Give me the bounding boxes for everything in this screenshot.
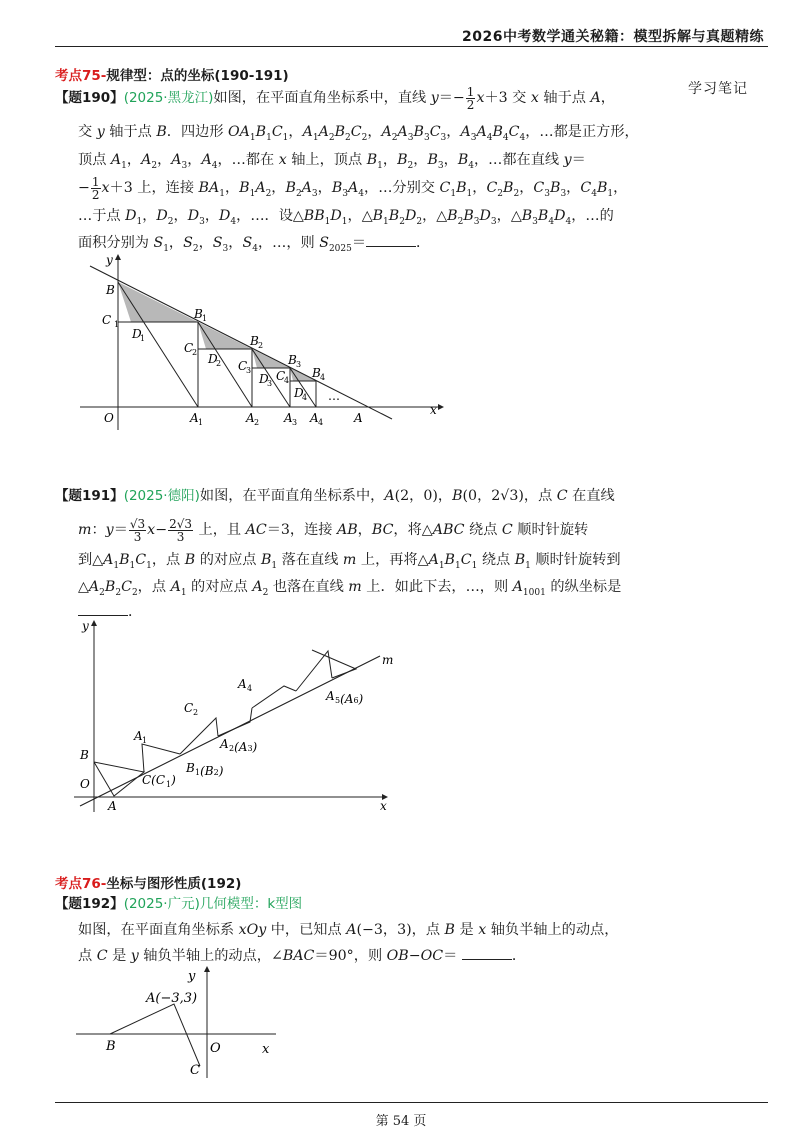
q190-label-C4: C (276, 369, 286, 383)
q190-label-D1: D (132, 327, 142, 341)
section-76-heading (55, 872, 241, 892)
q192-answer-blank (462, 945, 512, 960)
q192-label-C: C (190, 1063, 200, 1078)
footer-divider (55, 1102, 768, 1103)
svg-text:1): $_1$) (166, 773, 176, 789)
q190-label-dots: … (328, 389, 340, 403)
q191-label-x: x (380, 799, 387, 813)
q192-triangle (110, 1004, 200, 1066)
svg-text:3: 3 (292, 418, 298, 427)
q190-label-A4: A (310, 411, 319, 425)
q191-line-2: m：y＝ $\frac{√3}{3}$ x− $\frac{2√3}{3}$ 上，且 AC＝3，连接 AB，BC，将△ABC 绕点 C 顺时针旋转 (78, 516, 589, 544)
q190-line-6: 面积分别为 $S_1$，$S_2$，$S_3$，$S_4$，…，则 $S_{2025}=$ ． (78, 229, 430, 263)
svg-text:3: 3 (246, 366, 252, 375)
q190-label-C2: C (184, 341, 194, 355)
q191-label-y: y (82, 619, 89, 633)
q190-tag: 【题190】 (55, 90, 124, 106)
q192-label-B: B (106, 1039, 116, 1054)
q191-label-A2A3: A (220, 737, 229, 751)
q192-label-A: A(−3,3) (146, 991, 198, 1006)
q192-line-2: 如图，在平面直角坐标系 xOy 中，已知点 A(−3，3)，点 B 是 x 轴负半轴上的动点， (78, 922, 619, 938)
q190-line-1: 【题190】(2025·黑龙江)如图，在平面直角坐标系中，直线 y＝− $\frac{1}{2}$ x＋3 交 x 轴于点 A， (55, 84, 615, 112)
q190-label-D3: D (259, 372, 269, 386)
svg-text:1: 1 (202, 314, 208, 323)
section-75-title: 规律型：点的坐标(190-191) (106, 68, 289, 84)
svg-text:2: 2 (258, 341, 264, 350)
svg-text:4: 4 (247, 684, 253, 693)
q191-label-m: m (382, 653, 394, 667)
q190-label-C3: C (238, 359, 248, 373)
q192-label-O: O (210, 1041, 221, 1056)
q191-label-A4: A (238, 677, 247, 691)
q191-label-B1B2: B (186, 761, 195, 775)
q190-label-y: y (106, 253, 113, 267)
svg-text:2: 2 (193, 708, 199, 717)
q190-label-O: O (104, 411, 114, 425)
q190-label-B2: B (250, 334, 259, 348)
q191-label-C2: C (184, 701, 194, 715)
q192-tag: 【题192】 (55, 896, 124, 912)
svg-text:4: 4 (284, 376, 290, 385)
q192-source: (2025·广元)几何模型：k型图 (123, 896, 303, 912)
svg-text:5(A6): 5(A6) (335, 692, 364, 706)
q192-line-1 (55, 890, 302, 918)
study-notes-label: 学习笔记 (688, 81, 748, 97)
q190-source: (2025·黑龙江) (123, 90, 214, 106)
svg-text:1: 1 (114, 320, 120, 329)
q192-label-x: x (262, 1042, 270, 1057)
q190-label-A2: A (246, 411, 255, 425)
svg-text:1: 1 (198, 418, 204, 427)
q192-line-3: 点 C 是 y 轴负半轴上的动点，∠BAC＝90°，则 OB−OC＝ ． (78, 942, 526, 970)
q190-line-4: − $\frac{1}{2}$ x＋3 上，连接 $BA_1$，$B_1A_2$，$B_2A_3$，$B_3A_4$，…分别交 $C_1B_1$，$C_2B_2$，$C_3B_3$，$C_4B_1$， (78, 174, 628, 202)
q190-line-5: …于点 $D_1$，$D_2$，$D_3$，$D_4$，…．设$\triangle BB_1D_1$，$\triangle B_1B_2D_2$，$\triangle B_2B_3D_3$，$\triangle B_3B_4D_4$，…的 (78, 208, 614, 227)
q190-label-A: A (354, 411, 363, 425)
section-75-heading (55, 64, 289, 84)
svg-text:4: 4 (320, 373, 326, 382)
svg-text:4: 4 (318, 418, 324, 427)
page-number: 第 54 页 (375, 1114, 427, 1129)
q190-x-arrow (438, 404, 444, 410)
q191-label-A1: A (134, 729, 143, 743)
q191-label-O: O (80, 777, 90, 791)
q190-main-line (90, 266, 392, 419)
q190-label-B4: B (312, 366, 321, 380)
q191-triangles (94, 650, 356, 796)
section-76-code: 考点76- (55, 876, 107, 892)
header-divider (55, 46, 768, 47)
q191-line-4: $\triangle A_2B_2C_2$，点 $A_1$ 的对应点 $A_2$ 也落在直线 m 上．如此下去，…，则 $A_{1001}$ 的纵坐标是 (78, 579, 622, 598)
q191-label-A: A (108, 799, 117, 813)
svg-text:2(A3): 2(A3) (229, 740, 258, 754)
svg-text:1: 1 (142, 736, 148, 745)
q190-label-B1: B (194, 307, 203, 321)
svg-text:3: 3 (267, 379, 273, 388)
q190-line-3: 顶点 $A_1$，$A_2$，$A_3$，$A_4$，…都在 x 轴上，顶点 $B_1$，$B_2$，$B_3$，$B_4$，…都在直线 y＝ (78, 152, 586, 171)
q191-line-5: ． (78, 598, 142, 626)
q190-line-2: 交 y 轴于点 B．四边形 $OA_1B_1C_1$，$A_1A_2B_2C_2$，$A_2A_3B_3C_3$，$A_3A_4B_4C_4$，…都是正方形， (78, 124, 639, 143)
q190-label-C1: C (102, 313, 112, 327)
q191-tag: 【题191】 (55, 488, 124, 504)
q192-y-arrow (204, 966, 210, 972)
q191-label-A5A6: A (326, 689, 335, 703)
q190-label-B: B (106, 283, 115, 297)
q190-label-x: x (430, 403, 437, 417)
q190-y-arrow (115, 254, 121, 260)
svg-text:4: 4 (302, 393, 308, 402)
svg-text:2: 2 (216, 359, 222, 368)
q191-label-C: C(C (142, 773, 166, 787)
svg-text:1(B2): 1(B2) (195, 764, 224, 778)
q190-label-B3: B (288, 353, 297, 367)
q190-label-A1: A (190, 411, 199, 425)
q190-figure (70, 252, 450, 432)
q190-label-D2: D (208, 352, 218, 366)
q192-figure (70, 966, 290, 1081)
q190-label-A3: A (284, 411, 293, 425)
svg-text:2: 2 (192, 348, 198, 357)
section-75-code: 考点75- (55, 68, 107, 84)
svg-text:1: 1 (140, 334, 146, 343)
q191-label-B: B (80, 748, 89, 762)
q191-y-arrow (91, 620, 97, 626)
section-76-title: 坐标与图形性质(192) (106, 876, 242, 892)
q190-answer-blank (366, 232, 416, 247)
svg-text:2: 2 (254, 418, 260, 427)
q191-source: (2025·德阳) (123, 488, 200, 504)
svg-text:3: 3 (296, 360, 302, 369)
q191-line-1: 【题191】(2025·德阳)如图，在平面直角坐标系中，A(2，0)，B(0，2√3)，点 C 在直线 (55, 488, 615, 504)
header-title: 2026中考数学通关秘籍：模型拆解与真题精练 (462, 29, 764, 45)
q190-shaded-triangle-1 (118, 282, 198, 322)
q191-line-3: 到$\triangle A_1B_1C_1$，点 B 的对应点 $B_1$ 落在直线 m 上，再将$\triangle A_1B_1C_1$ 绕点 $B_1$ 顺时针旋转到 (78, 552, 621, 571)
q192-label-y: y (188, 969, 196, 984)
q191-figure (70, 614, 400, 819)
q190-label-D4: D (294, 386, 304, 400)
